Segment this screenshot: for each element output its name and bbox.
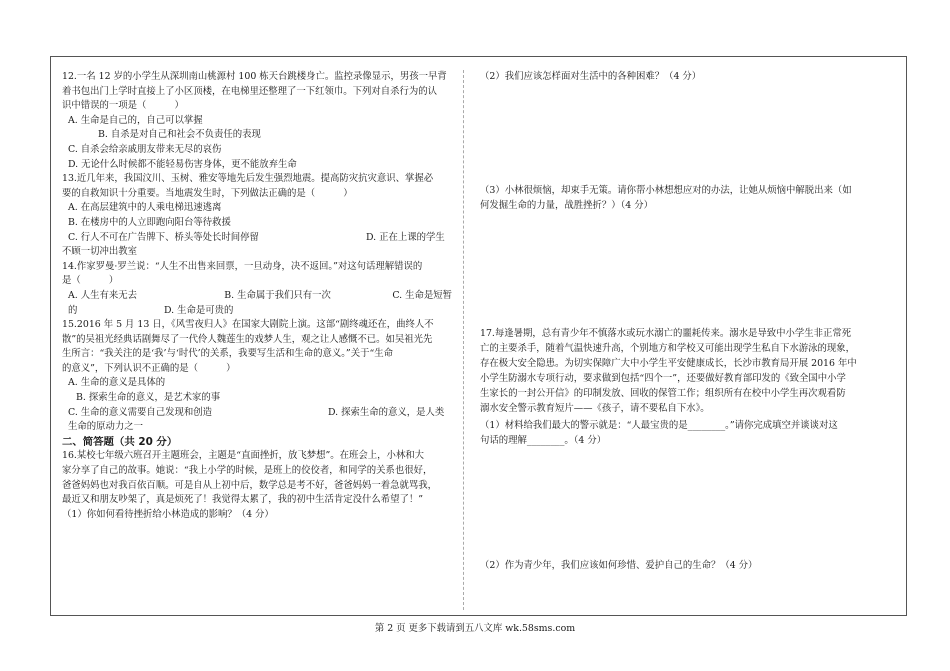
q13-option-b: B. 在楼房中的人立即跑向阳台等待救援: [68, 216, 231, 228]
q17-sub-question-1-cont: 句话的理解________。（4 分）: [480, 435, 607, 446]
question-12: [62, 70, 452, 172]
q16-sub-question-1: （1）你如何看待挫折给小林造成的影响？（4 分）: [62, 508, 274, 520]
q13-option-a: A. 在高层建筑中的人乘电梯迅速逃离: [68, 202, 222, 214]
q15-stem-line: 生所言：“我关注的是‘我’与‘时代’的关系，我要写生活和生命的意义。”关于“生命: [62, 348, 393, 360]
q14-option-a: A. 人生有来无去: [68, 289, 137, 301]
q15-option-c: C. 生命的意义需要自己发现和创造: [68, 406, 213, 418]
q15-option-d: D. 探索生命的意义，是人类: [328, 406, 445, 418]
q17-stem-line: 小学生防溺水专项行动，要求做到包括“四个一”，还要做好教育部印发的《致全国中小学: [480, 373, 846, 384]
q14-stem-line: 是（ ）: [62, 275, 119, 287]
q15-stem-line: 散”的吴祖光经典话剧舞尽了一代伶人魏莲生的戏梦人生，观之让人感慨不已。如吴祖光先: [62, 333, 433, 345]
q15-option-d-cont: 生命的原动力之一: [68, 421, 144, 433]
q16-sub-question-3-line: （3）小林很烦恼，却束手无策。请你帮小林想想应对的办法，让她从烦恼中解脱出来（如: [480, 185, 852, 196]
left-column: [62, 70, 452, 522]
q14-option-b: B. 生命属于我们只有一次: [224, 289, 331, 301]
q13-option-c: C. 行人不可在广告牌下、桥头等处长时间停留: [68, 231, 259, 243]
q12-option-b: B. 自杀是对自己和社会不负责任的表现: [98, 129, 261, 141]
q12-stem-line: 12.一名 12 岁的小学生从深圳南山桃源村 100 栋天台跳楼身亡。监控录像显示，男孩一早背: [62, 71, 447, 82]
q16-stem-line: 16.某校七年级六班召开主题班会，主题是“直面挫折，放飞梦想”。在班会上，小林和大: [62, 450, 424, 462]
q12-option-c: C. 自杀会给亲戚朋友带来无尽的哀伤: [68, 143, 222, 155]
q16-sub-question-2: （2）我们应该怎样面对生活中的各种困难？（4 分）: [480, 71, 702, 82]
q17-stem-line: 亡的主要杀手，随着气温快速升高，个别地方和学校又可能出现学生私自下水游泳的现象，: [480, 343, 856, 354]
q13-option-d: D. 正在上课的学生: [366, 231, 445, 243]
q17-stem-line: 存在极大安全隐患。为切实保障广大中小学生平安健康成长，长沙市教育局开展 2016 年中: [480, 358, 857, 369]
q16-stem-line: 最近又和朋友吵架了，真是烦死了！我觉得太累了，我的初中生活肯定没什么希望了！”: [62, 494, 424, 506]
q17-sub-question-1: （1）材料给我们最大的警示就是：“人最宝贵的是________。”请你完成填空并谈谈对这: [480, 420, 838, 431]
q13-stem-line: 要的自救知识十分重要。当地震发生时，下列做法正确的是（ ）: [62, 187, 353, 199]
q13-stem-line: 13.近几年来，我国汶川、玉树、雅安等地先后发生强烈地震。提高防灾抗灾意识、掌握必: [62, 173, 434, 185]
q16-stem-line: 爸爸妈妈也对我百依百顺。可是自从上初中后，数学总是考不好，爸爸妈妈一着急就骂我，: [62, 479, 438, 491]
q14-option-row-2: [62, 304, 452, 319]
q17-stem-line: 生家长的一封公开信》的印制发放、回收的保管工作；组织所有在校中小学生再次观看防: [480, 388, 846, 399]
q15-option-a: A. 生命的意义是具体的: [68, 377, 166, 389]
q12-stem-line: 识中错误的一项是（ ）: [62, 100, 184, 112]
right-column: [480, 0, 890, 671]
q13-option-row: [62, 231, 452, 246]
q15-option-row: [62, 406, 452, 421]
question-15: [62, 318, 452, 435]
q12-stem-line: 着书包出门上学时直接上了小区顶楼，在电梯里还整理了一下红领巾。下列对自杀行为的认: [62, 85, 438, 97]
q17-stem-line: 溺水安全警示教育短片——《孩子，请不要私自下水》。: [480, 403, 710, 414]
q17-stem-line: 17.每逢暑期，总有青少年不慎落水或玩水溺亡的噩耗传来。溺水是导致中小学生非正常死: [480, 328, 852, 339]
q14-stem-line: 14.作家罗曼·罗兰说：“人生不出售来回票，一旦动身，决不返回。”对这句话理解错误的: [62, 260, 423, 272]
question-14: [62, 260, 452, 318]
q15-option-b: B. 探索生命的意义，是艺术家的事: [76, 392, 221, 404]
q15-stem-line: 15.2016 年 5 月 13 日，《风雪夜归人》在国家大剧院上演。这部“剧终魂还在，曲终人不: [62, 319, 434, 331]
q14-option-d: D. 生命是可贵的: [164, 304, 234, 316]
section-heading: 二、简答题（共 20 分）: [62, 435, 178, 448]
q16-stem-line: 家分享了自己的故事。她说：“我上小学的时候，是班上的佼佼者，和同学的关系也很好，: [62, 465, 433, 477]
q15-stem-line: 的意义”，下列认识不正确的是（ ）: [62, 362, 236, 374]
column-divider: [463, 70, 464, 610]
page-footer: 第 2 页 更多下载请到五八文库 wk.58sms.com: [374, 623, 576, 634]
q14-option-c-cont: 的: [68, 304, 78, 316]
q14-option-row: [62, 289, 452, 304]
q17-sub-question-2: （2）作为青少年，我们应该如何珍惜、爱护自己的生命？（4 分）: [480, 560, 758, 571]
question-16: [62, 449, 452, 522]
q16-sub-question-3-line: 何发掘生命的力量，战胜挫折？）（4 分）: [480, 200, 654, 211]
q14-option-c: C. 生命是短暂: [392, 289, 452, 301]
q13-option-d-cont: 不顾一切冲出教室: [62, 246, 138, 258]
q12-option-d: D. 无论什么时候都不能轻易伤害身体，更不能放弃生命: [68, 158, 297, 170]
q12-option-a: A. 生命是自己的，自己可以掌握: [68, 114, 203, 126]
question-13: [62, 172, 452, 260]
